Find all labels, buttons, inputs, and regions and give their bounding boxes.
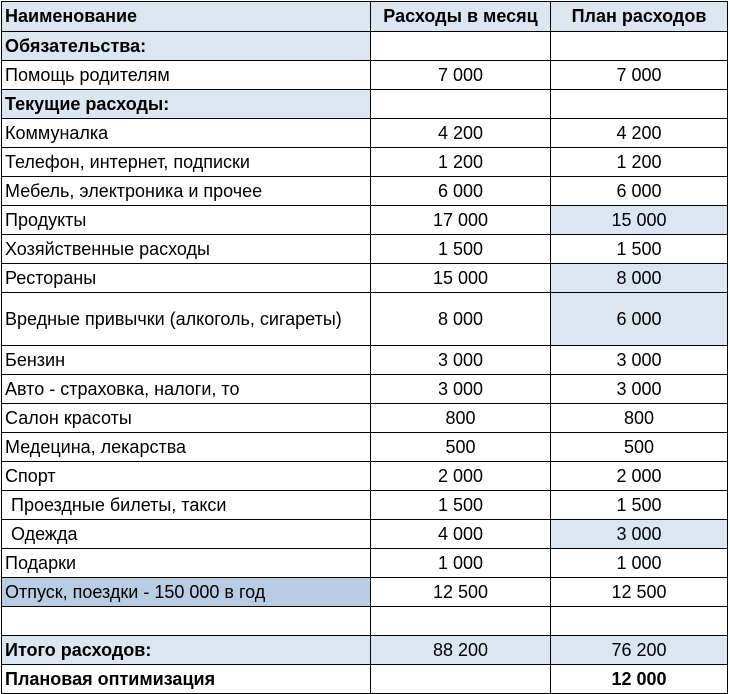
- monthly-cell: 500: [371, 433, 551, 462]
- monthly-cell: 3 000: [371, 346, 551, 375]
- monthly-cell: 4 200: [371, 119, 551, 148]
- plan-cell: 1 000: [551, 549, 728, 578]
- table-row: [2, 177, 728, 206]
- optimization-row: [2, 665, 728, 694]
- table-row: [2, 206, 728, 235]
- plan-cell: 3 000: [551, 375, 728, 404]
- plan-cell: 1 200: [551, 148, 728, 177]
- plan-cell: 500: [551, 433, 728, 462]
- monthly-cell: 1 500: [371, 235, 551, 264]
- monthly-cell: 1 000: [371, 549, 551, 578]
- table-row: [2, 293, 728, 346]
- empty-cell: [551, 607, 728, 636]
- totals-monthly: 88 200: [371, 636, 551, 665]
- row-label: Салон красоты: [2, 404, 371, 433]
- table-row: [2, 119, 728, 148]
- monthly-cell: 17 000: [371, 206, 551, 235]
- row-label: Спорт: [2, 462, 371, 491]
- plan-cell: 2 000: [551, 462, 728, 491]
- row-label: Мебель, электроника и прочее: [2, 177, 371, 206]
- header-monthly: Расходы в месяц: [371, 2, 551, 32]
- table-row: [2, 491, 728, 520]
- row-label: Телефон, интернет, подписки: [2, 148, 371, 177]
- plan-cell: 7 000: [551, 61, 728, 90]
- table-row: [2, 235, 728, 264]
- row-label: Одежда: [2, 520, 371, 549]
- plan-cell: 800: [551, 404, 728, 433]
- totals-row: [2, 636, 728, 665]
- monthly-cell: 7 000: [371, 61, 551, 90]
- row-label: Бензин: [2, 346, 371, 375]
- row-label: Проездные билеты, такси: [2, 491, 371, 520]
- header-name: Наименование: [2, 2, 371, 32]
- monthly-cell: [371, 90, 551, 119]
- optimization-monthly: [371, 665, 551, 694]
- header-plan: План расходов: [551, 2, 728, 32]
- monthly-cell: 800: [371, 404, 551, 433]
- section-row: [2, 32, 728, 61]
- monthly-cell: 2 000: [371, 462, 551, 491]
- table-row: [2, 520, 728, 549]
- section-row: [2, 90, 728, 119]
- table-row: [2, 462, 728, 491]
- row-label-highlighted: Отпуск, поездки - 150 000 в год: [2, 578, 371, 607]
- monthly-cell: [371, 32, 551, 61]
- row-label: Подарки: [2, 549, 371, 578]
- monthly-cell: 12 500: [371, 578, 551, 607]
- monthly-cell: 8 000: [371, 293, 551, 346]
- empty-row: [2, 607, 728, 636]
- row-label: Коммуналка: [2, 119, 371, 148]
- section-label: Обязательства:: [2, 32, 371, 61]
- monthly-cell: 4 000: [371, 520, 551, 549]
- totals-plan: 76 200: [551, 636, 728, 665]
- plan-cell: 1 500: [551, 235, 728, 264]
- plan-cell: 1 500: [551, 491, 728, 520]
- optimization-label: Плановая оптимизация: [2, 665, 371, 694]
- optimization-plan: 12 000: [551, 665, 728, 694]
- monthly-cell: 15 000: [371, 264, 551, 293]
- plan-cell: 4 200: [551, 119, 728, 148]
- empty-cell: [2, 607, 371, 636]
- plan-cell: 6 000: [551, 177, 728, 206]
- table-row: [2, 264, 728, 293]
- header-row: [2, 2, 728, 32]
- monthly-cell: 1 200: [371, 148, 551, 177]
- plan-cell-reduced: 3 000: [551, 520, 728, 549]
- empty-cell: [371, 607, 551, 636]
- monthly-cell: 6 000: [371, 177, 551, 206]
- table-row: [2, 61, 728, 90]
- budget-table: [1, 1, 728, 694]
- row-label: Продукты: [2, 206, 371, 235]
- table-row: [2, 148, 728, 177]
- plan-cell-reduced: 6 000: [551, 293, 728, 346]
- plan-cell: [551, 32, 728, 61]
- row-label: Авто - страховка, налоги, то: [2, 375, 371, 404]
- monthly-cell: 3 000: [371, 375, 551, 404]
- row-label: Медецина, лекарства: [2, 433, 371, 462]
- row-label: Помощь родителям: [2, 61, 371, 90]
- totals-label: Итого расходов:: [2, 636, 371, 665]
- plan-cell: [551, 90, 728, 119]
- section-label: Текущие расходы:: [2, 90, 371, 119]
- row-label: Хозяйственные расходы: [2, 235, 371, 264]
- table-row: [2, 404, 728, 433]
- table-row: [2, 346, 728, 375]
- table-row: [2, 549, 728, 578]
- row-label: Вредные привычки (алкоголь, сигареты): [2, 293, 371, 346]
- table-row: [2, 433, 728, 462]
- plan-cell: 12 500: [551, 578, 728, 607]
- row-label: Рестораны: [2, 264, 371, 293]
- table-row: [2, 578, 728, 607]
- monthly-cell: 1 500: [371, 491, 551, 520]
- plan-cell-reduced: 8 000: [551, 264, 728, 293]
- table-row: [2, 375, 728, 404]
- plan-cell: 3 000: [551, 346, 728, 375]
- plan-cell-reduced: 15 000: [551, 206, 728, 235]
